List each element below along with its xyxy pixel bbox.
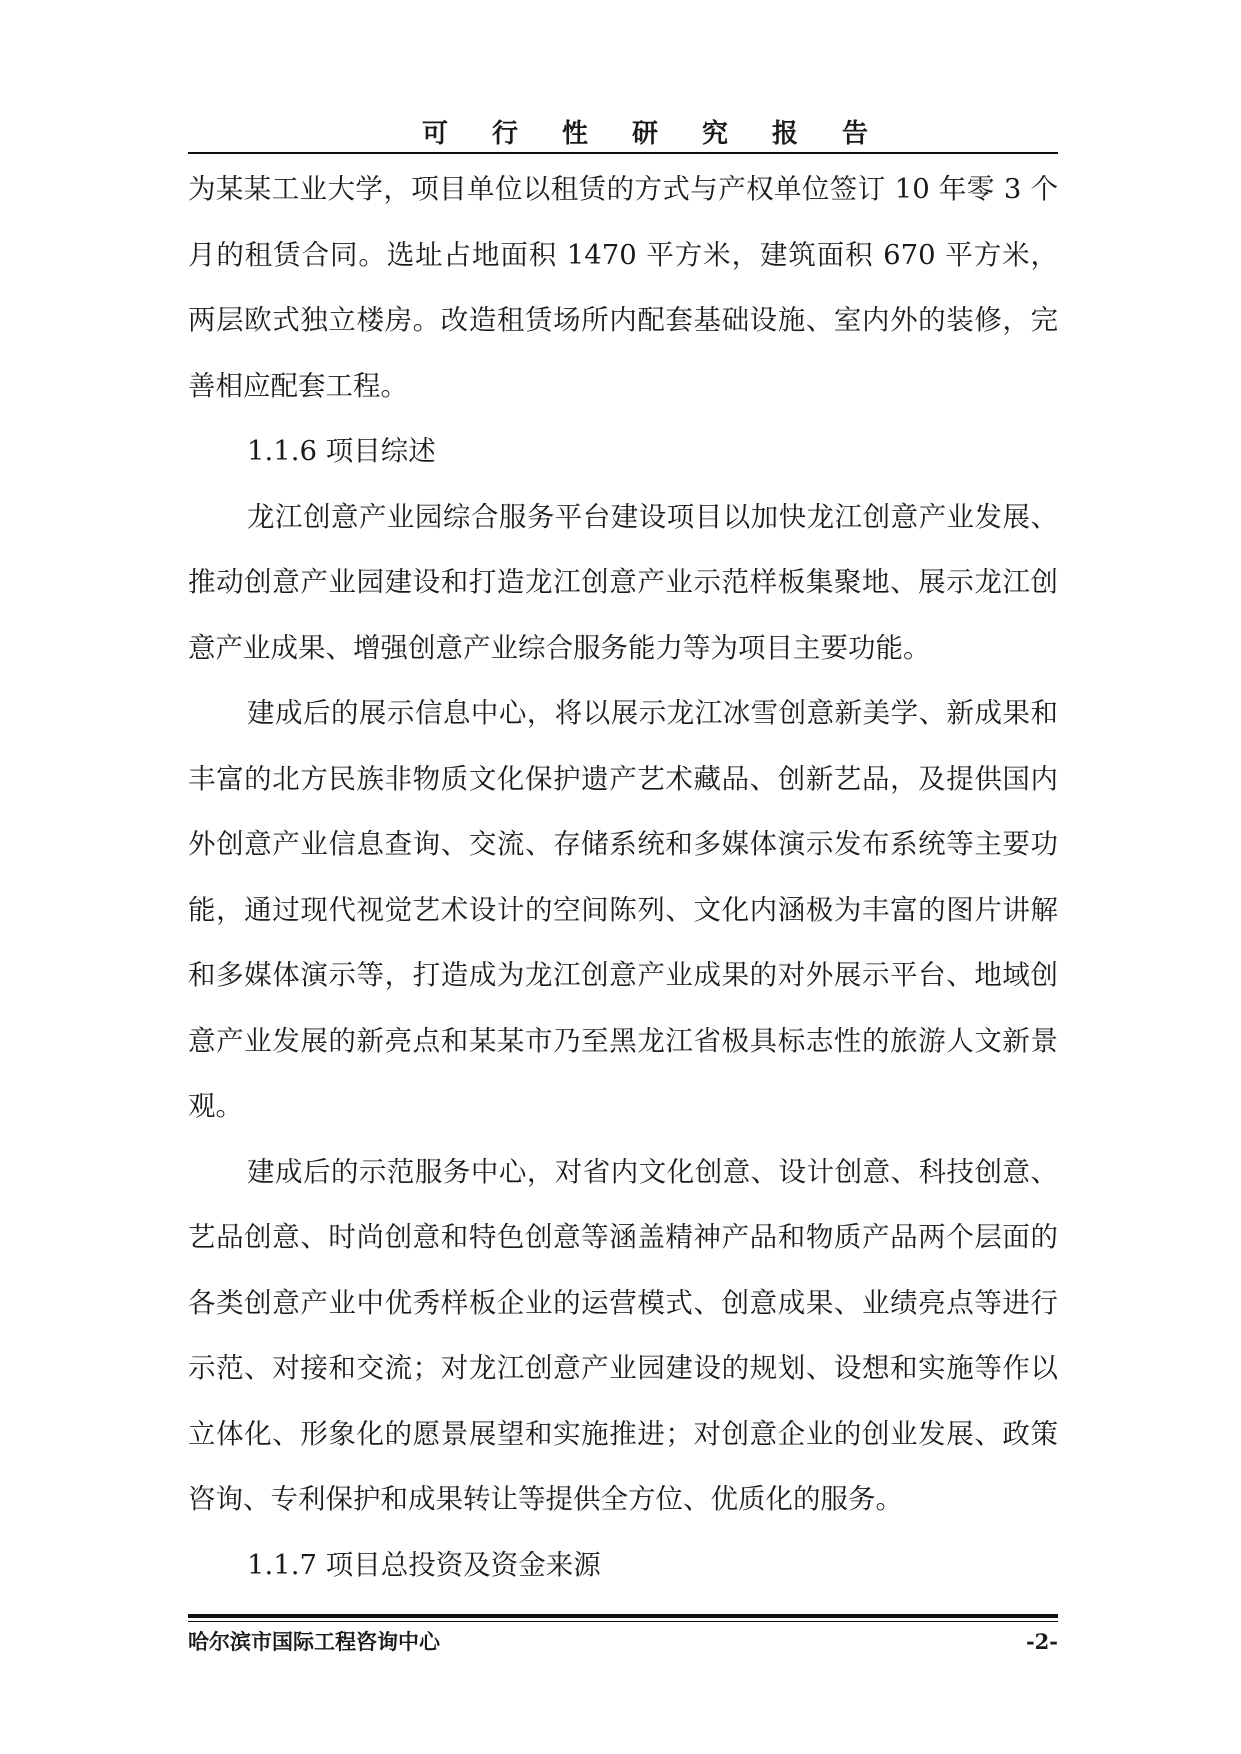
paragraph-project-purpose: 龙江创意产业园综合服务平台建设项目以加快龙江创意产业发展、推动创意产业园建设和打造龙江创意产业示范样板集聚地、展示龙江创意产业成果、增强创意产业综合服务能力等为项目主要功能。 [188, 500, 1058, 664]
paragraph-demo-service-center: 建成后的示范服务中心，对省内文化创意、设计创意、科技创意、艺品创意、时尚创意和特色创意等涵盖精神产品和物质产品两个层面的各类创意产业中优秀样板企业的运营模式、创意成果、业绩亮点等进行示范、对接和交流；对龙江创意产业园建设的规划、设想和实施等作以立体化、形象化的愿景展望和实施推进；对创意企业的创业发展、政策咨询、专利保护和成果转让等提供全方位、优质化的服务。 [188, 1155, 1058, 1515]
footer-organization: 哈尔滨市国际工程咨询中心 [188, 1630, 440, 1654]
header-divider [188, 152, 1058, 154]
document-body [188, 157, 1058, 1598]
footer-divider-thin [188, 1621, 1058, 1622]
footer-divider-thick [188, 1614, 1058, 1618]
section-heading-overview: 1.1.6 项目综述 [247, 435, 436, 467]
report-header-title: 可行性研究报告 [421, 119, 912, 149]
paragraph-exhibition-center: 建成后的展示信息中心，将以展示龙江冰雪创意新美学、新成果和丰富的北方民族非物质文化保护遗产艺术藏品、创新艺品，及提供国内外创意产业信息查询、交流、存储系统和多媒体演示发布系统等主要功能，通过现代视觉艺术设计的空间陈列、文化内涵极为丰富的图片讲解和多媒体演示等，打造成为龙江创意产业成果的对外展示平台、地域创意产业发展的新亮点和某某市乃至黑龙江省极具标志性的旅游人文新景观。 [188, 697, 1058, 1122]
section-heading-investment: 1.1.7 项目总投资及资金来源 [247, 1548, 601, 1581]
page-number: -2- [1025, 1629, 1058, 1654]
paragraph-site-lease: 为某某工业大学，项目单位以租赁的方式与产权单位签订 10 年零 3 个月的租赁合同。选址占地面积 1470 平方米，建筑面积 670 平方米，两层欧式独立楼房。改造租赁场所内配套基础设施、室内外的装修，完善相应配套工程。 [188, 173, 1058, 402]
